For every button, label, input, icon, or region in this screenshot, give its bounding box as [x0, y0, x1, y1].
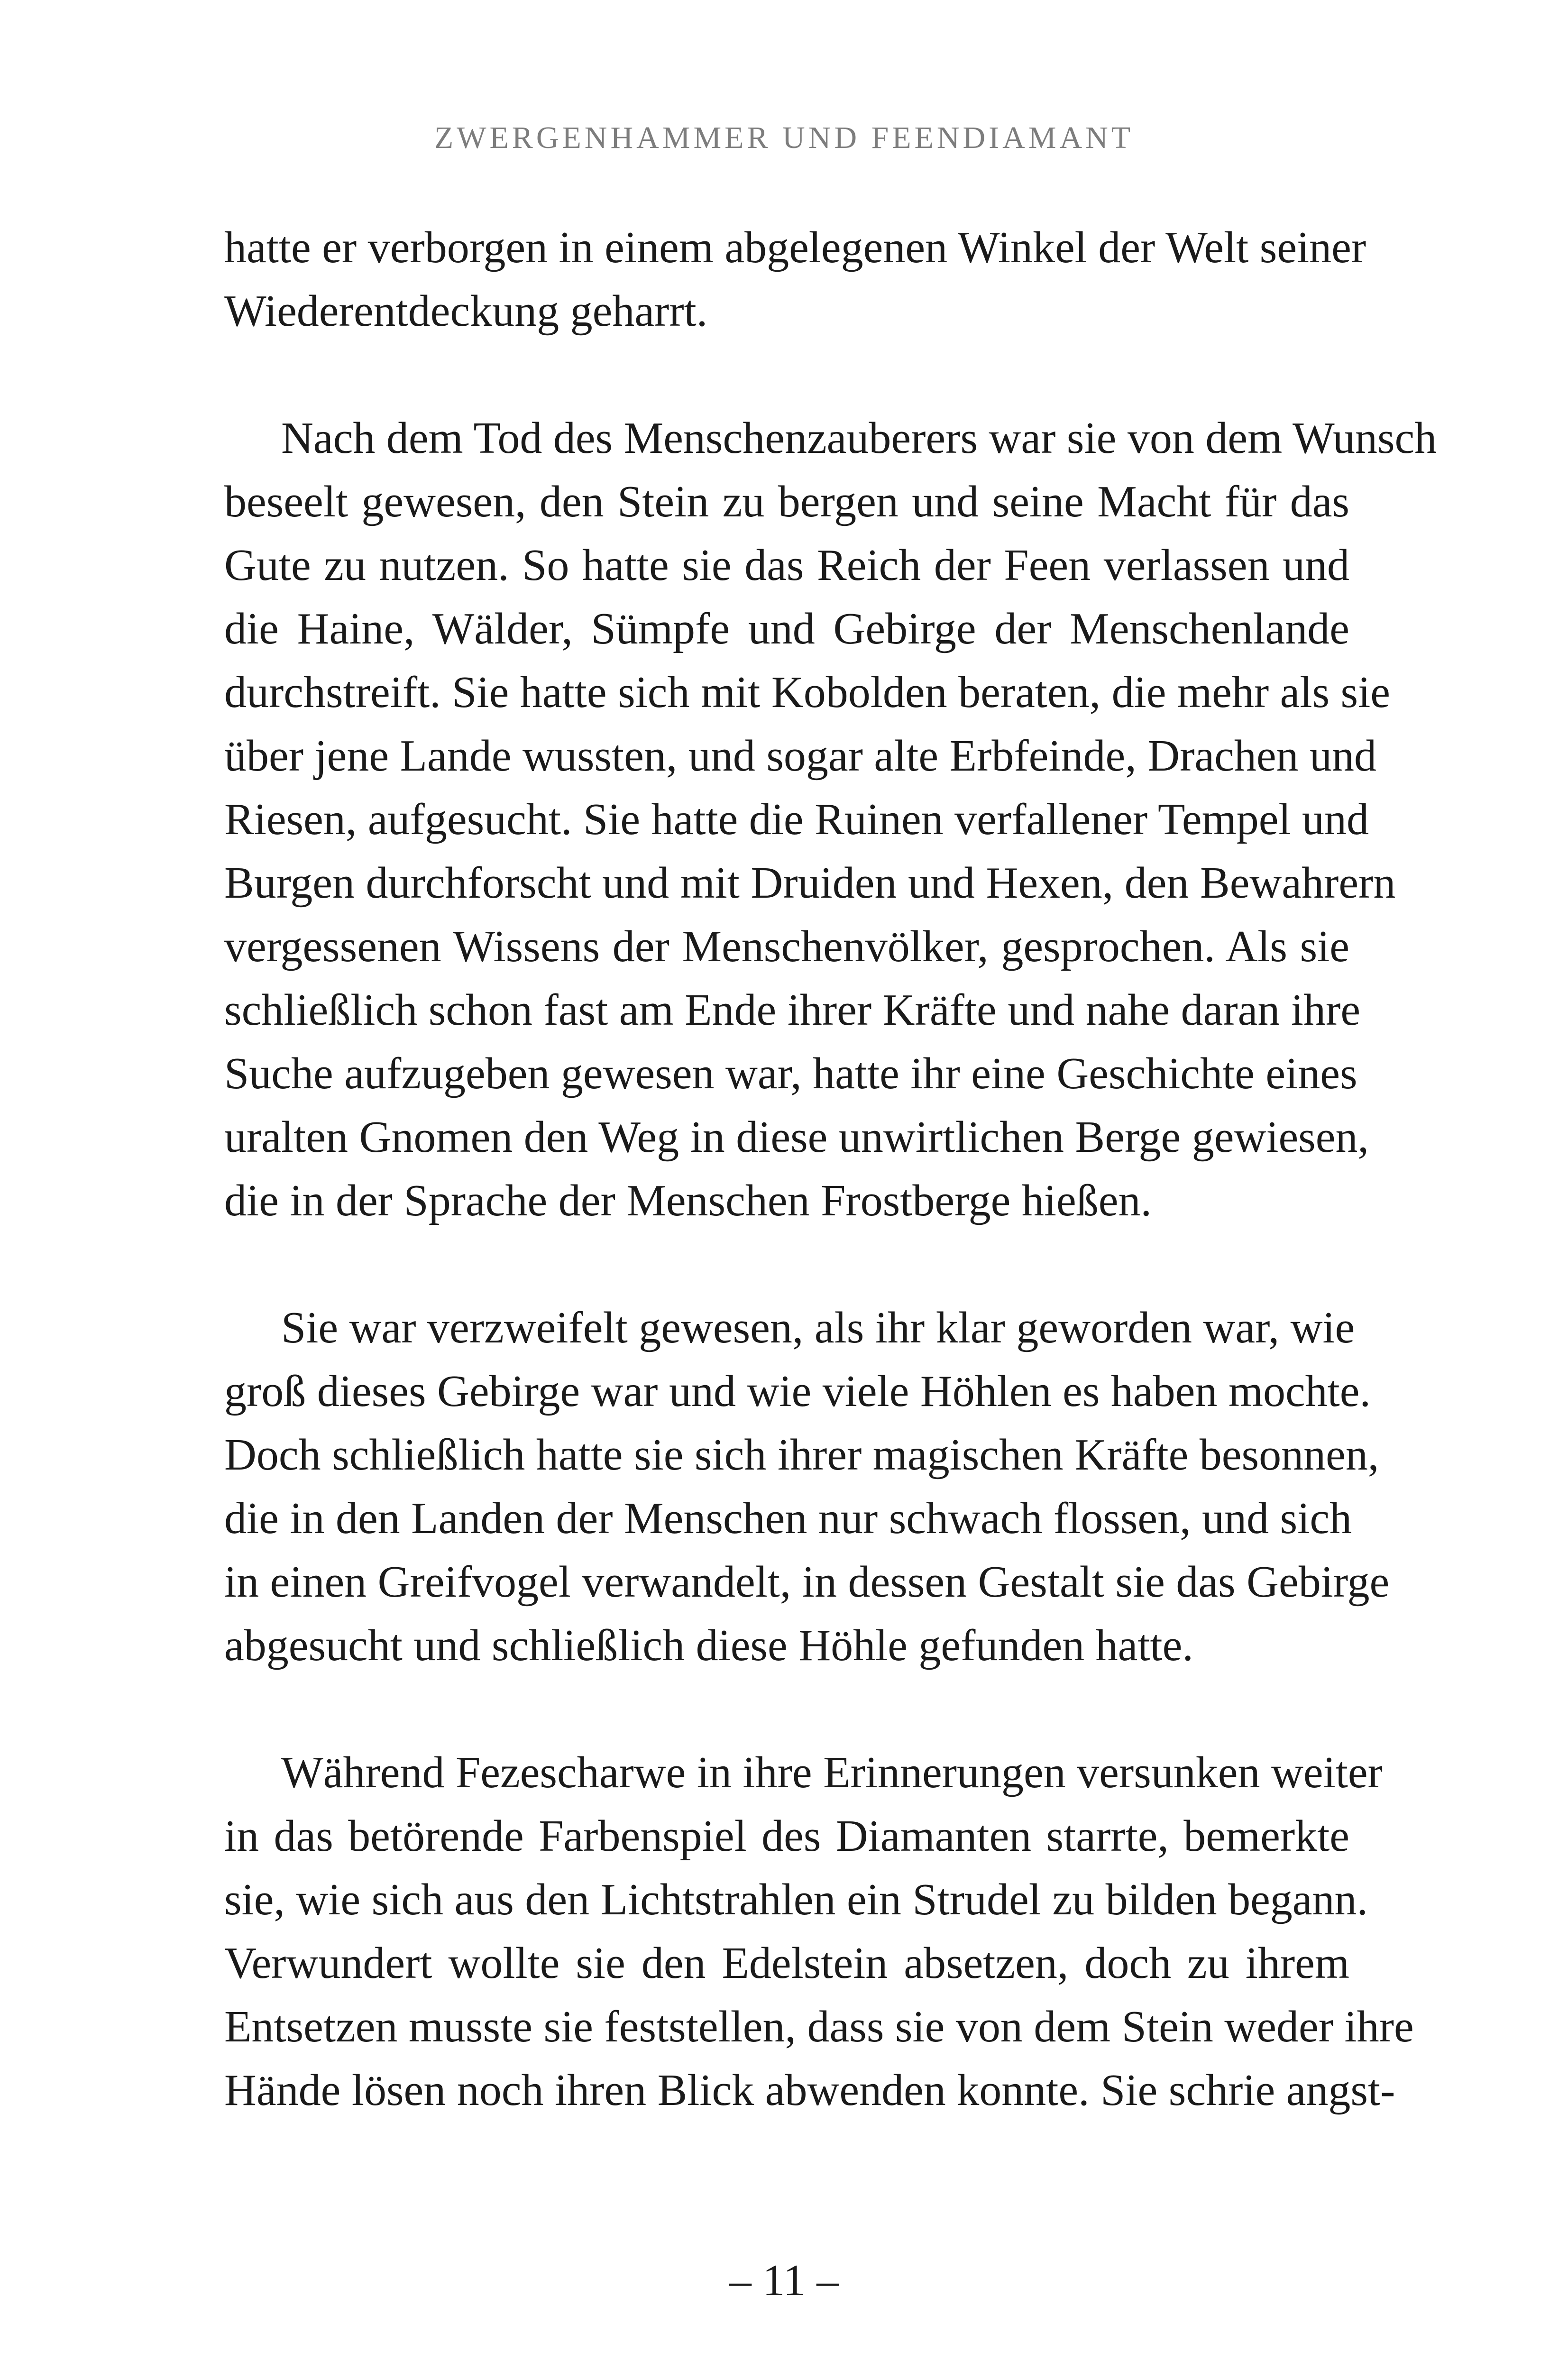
text-line: Riesen, aufgesucht. Sie hatte die Ruinen verfallener Tempel und	[224, 795, 1369, 844]
text-line: Gute zu nutzen. So hatte sie das Reich der Feen verlassen und	[224, 541, 1349, 590]
text-line: abgesucht und schließlich diese Höhle gefunden hatte.	[224, 1621, 1193, 1670]
text-line: in einen Greifvogel verwandelt, in dessen Gestalt sie das Gebirge	[224, 1557, 1390, 1607]
text-line: groß dieses Gebirge war und wie viele Höhlen es haben mochte.	[224, 1367, 1371, 1416]
text-line: Wiederentdeckung geharrt.	[224, 286, 708, 336]
text-line: Nach dem Tod des Menschenzauberers war sie von dem Wunsch	[281, 414, 1437, 463]
page-number: – 11 –	[729, 2256, 839, 2305]
text-line: Entsetzen musste sie feststellen, dass sie von dem Stein weder ihre	[224, 2002, 1414, 2051]
text-line: Verwundert wollte sie den Edelstein absetzen, doch zu ihrem	[224, 1939, 1349, 1988]
text-line: in das betörende Farbenspiel des Diamanten starrte, bemerkte	[224, 1811, 1349, 1861]
text-line: sie, wie sich aus den Lichtstrahlen ein Strudel zu bilden begann.	[224, 1875, 1368, 1924]
paragraph-gap	[224, 1232, 1349, 1296]
text-line: Suche aufzugeben gewesen war, hatte ihr eine Geschichte eines	[224, 1049, 1357, 1098]
text-line: Hände lösen noch ihren Blick abwenden konnte. Sie schrie angst-	[224, 2066, 1395, 2115]
text-line: Während Fezescharwe in ihre Erinnerungen versunken weiter	[281, 1748, 1383, 1797]
text-line: schließlich schon fast am Ende ihrer Kräfte und nahe daran ihre	[224, 985, 1361, 1035]
body-text	[224, 216, 1437, 2122]
running-head: ZWERGENHAMMER UND FEENDIAMANT	[434, 120, 1134, 155]
text-line: hatte er verborgen in einem abgelegenen Winkel der Welt seiner	[224, 223, 1366, 272]
text-line: Sie war verzweifelt gewesen, als ihr klar geworden war, wie	[281, 1303, 1355, 1352]
text-line: die Haine, Wälder, Sümpfe und Gebirge der Menschenlande	[224, 604, 1349, 653]
text-line: die in den Landen der Menschen nur schwach flossen, und sich	[224, 1494, 1352, 1543]
paragraph-gap	[224, 1677, 1349, 1741]
text-line: uralten Gnomen den Weg in diese unwirtlichen Berge gewiesen,	[224, 1112, 1369, 1162]
text-line: durchstreift. Sie hatte sich mit Kobolden beraten, die mehr als sie	[224, 668, 1390, 717]
text-line: vergessenen Wissens der Menschenvölker, gesprochen. Als sie	[224, 922, 1349, 971]
text-line: beseelt gewesen, den Stein zu bergen und seine Macht für das	[224, 477, 1349, 526]
text-line: über jene Lande wussten, und sogar alte Erbfeinde, Drachen und	[224, 731, 1377, 781]
text-line: die in der Sprache der Menschen Frostberge hießen.	[224, 1176, 1152, 1225]
text-line: Doch schließlich hatte sie sich ihrer magischen Kräfte besonnen,	[224, 1430, 1379, 1480]
text-line: Burgen durchforscht und mit Druiden und Hexen, den Bewahrern	[224, 858, 1396, 908]
paragraph-gap	[224, 343, 1349, 406]
